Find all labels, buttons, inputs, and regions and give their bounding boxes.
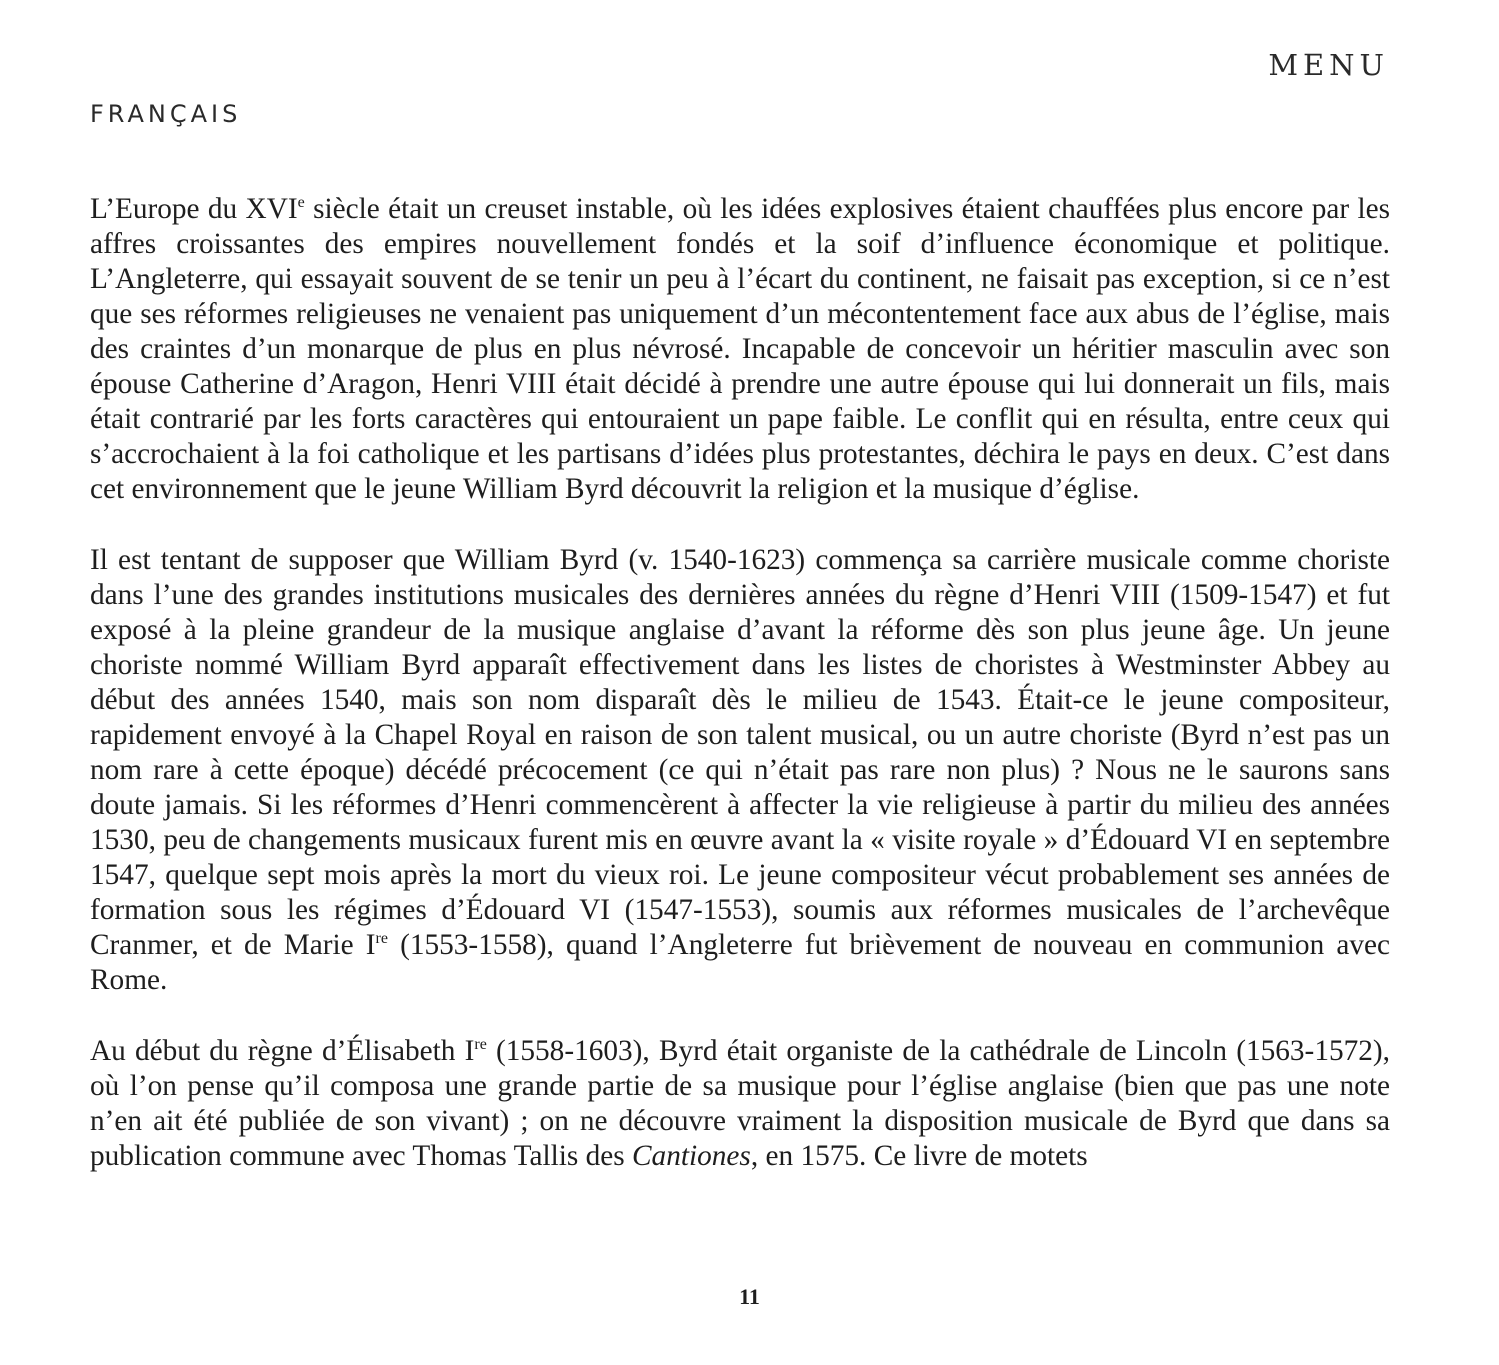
- paragraph-2: [90, 543, 1390, 998]
- superscript: re: [375, 930, 388, 948]
- paragraph-1-text-a: L’Europe du XVI: [90, 193, 298, 225]
- page-number: 11: [739, 1284, 760, 1309]
- paragraph-3-text-c: , en 1575. Ce livre de motets: [750, 1140, 1088, 1172]
- paragraph-1: [90, 192, 1390, 507]
- italic-title: Cantiones: [632, 1140, 751, 1172]
- paragraph-3: [90, 1034, 1390, 1174]
- paragraph-2-text-b: (1553-1558), quand l’Angleterre fut brièvement de nouveau en communion avec Rome.: [90, 929, 1390, 996]
- superscript: e: [297, 194, 305, 212]
- paragraph-1-text-b: siècle était un creuset instable, où les idées explosives étaient chauffées plus encore par les affres croissantes des empires nouvellement fondés et la soif d’influence économique et politique. L’Angleterre, qui essayait souvent de se tenir un peu à l’écart du continent, ne faisait pas exception, si ce n’est que ses réformes religieuses ne venaient pas uniquement d’un mécontentement face aux abus de l’église, mais des craintes d’un monarque de plus en plus névrosé. Incapable de concevoir un héritier masculin avec son épouse Catherine d’Aragon, Henri VIII était décidé à prendre une autre épouse qui lui donnerait un fils, mais était contrarié par les forts caractères qui entouraient un pape faible. Le conflit qui en résulta, entre ceux qui s’accrochaient à la foi catholique et les partisans d’idées plus protestantes, déchira le pays en deux. C’est dans cet environnement que le jeune William Byrd découvrit la religion et la musique d’église.: [90, 193, 1390, 505]
- menu-link[interactable]: MENU: [1268, 48, 1389, 82]
- paragraph-2-text-a: Il est tentant de supposer que William Byrd (v. 1540-1623) commença sa carrière musicale comme choriste dans l’une des grandes institutions musicales des dernières années du règne d’Henri VIII (1509-1547) et fut exposé à la pleine grandeur de la musique anglaise d’avant la réforme dès son plus jeune âge. Un jeune choriste nommé William Byrd apparaît effectivement dans les listes de choristes à Westminster Abbey au début des années 1540, mais son nom disparaît dès le milieu de 1543. Était-ce le jeune compositeur, rapidement envoyé à la Chapel Royal en raison de son talent musical, ou un autre choriste (Byrd n’est pas un nom rare à cette époque) décédé précocement (ce qui n’était pas rare non plus) ? Nous ne le saurons sans doute jamais. Si les réformes d’Henri commencèrent à affecter la vie religieuse à partir du milieu des années 1530, peu de changements musicaux furent mis en œuvre avant la « visite royale » d’Édouard VI en septembre 1547, quelque sept mois après la mort du vieux roi. Le jeune compositeur vécut probablement ses années de formation sous les régimes d’Édouard VI (1547-1553), soumis aux réformes musicales de l’archevêque Cranmer, et de Marie I: [90, 544, 1390, 961]
- article-body: [90, 192, 1390, 1210]
- superscript: re: [474, 1036, 487, 1054]
- language-heading: FRANÇAIS: [90, 100, 242, 128]
- paragraph-3-text-b: (1558-1603), Byrd était organiste de la cathédrale de Lincoln (1563-1572), où l’on pense qu’il composa une grande partie de sa musique pour l’église anglaise (bien que pas une note n’en ait été publiée de son vivant) ; on ne découvre vraiment la disposition musicale de Byrd que dans sa publication commune avec Thomas Tallis des: [90, 1035, 1390, 1172]
- paragraph-3-text-a: Au début du règne d’Élisabeth I: [90, 1035, 475, 1067]
